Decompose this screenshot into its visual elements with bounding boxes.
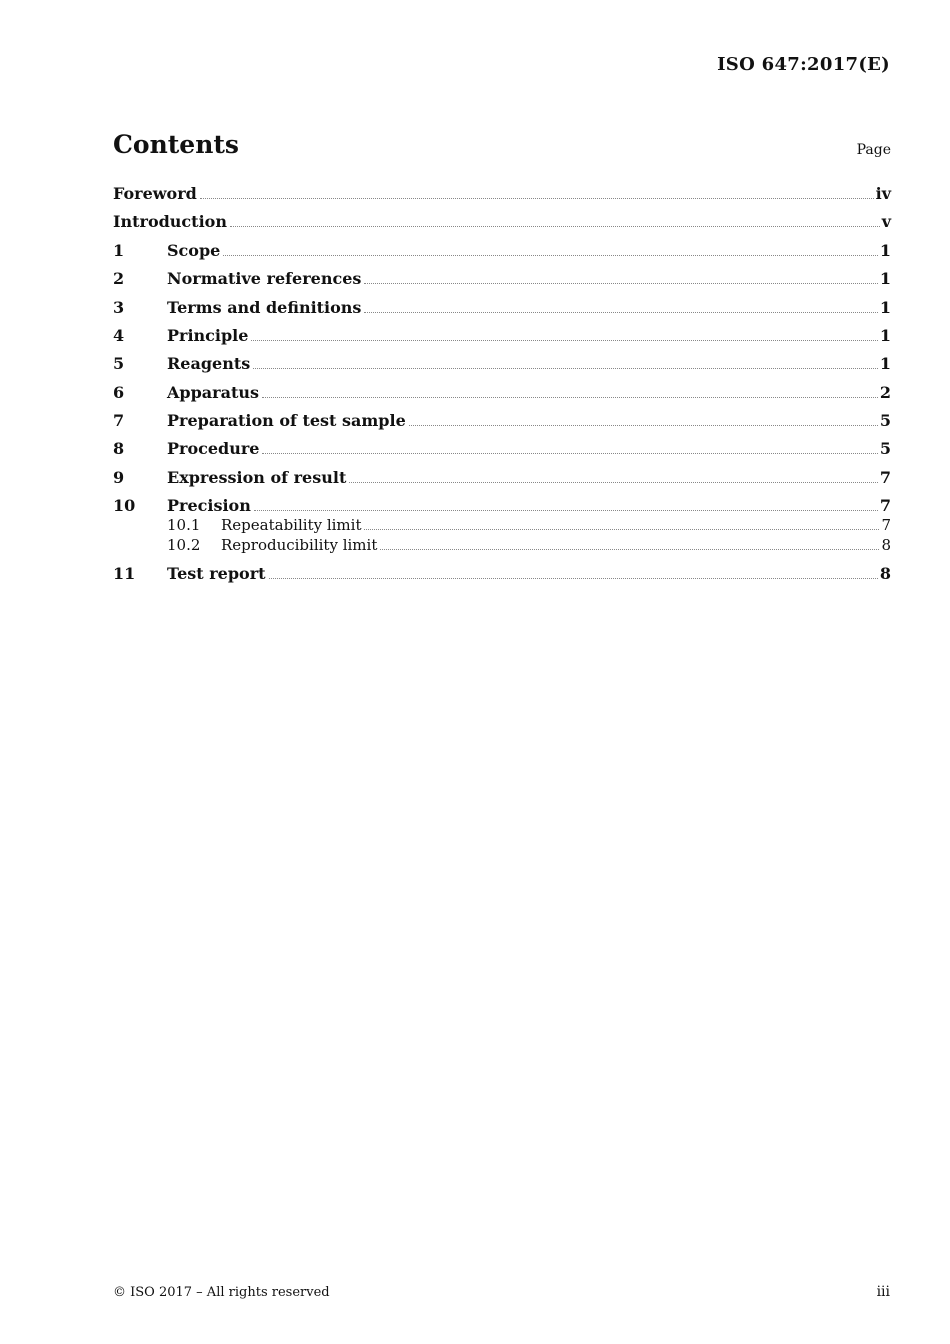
toc-entry-7[interactable] [113,411,891,431]
toc-entry-number: 3 [113,298,125,317]
toc-entry-number: 4 [113,326,125,345]
toc-entry-title: Normative references [167,269,362,288]
dot-leader [409,425,878,426]
toc-entry-page: 7 [879,496,891,515]
toc-entry-page: v [881,212,891,231]
toc-entry-number: 8 [113,439,125,458]
dot-leader [254,510,878,511]
dot-leader [262,397,878,398]
dot-leader [251,340,877,341]
toc-entry-title: Test report [167,564,266,583]
toc-entry-number: 1 [113,241,125,260]
dot-leader [223,255,878,256]
toc-entry-title: Repeatability limit [221,516,362,534]
document-id: ISO 647:2017(E) [717,54,890,75]
toc-entry-title: Introduction [113,212,227,231]
toc-entry-number: 11 [113,564,136,583]
toc-entry-number: 10.1 [167,516,201,534]
toc-entry-11[interactable] [113,564,891,584]
toc-entry-introduction[interactable] [113,212,891,232]
dot-leader [364,529,879,530]
toc-entry-page: 7 [881,516,891,534]
toc-entry-1[interactable] [113,241,891,261]
toc-entry-title: Scope [167,241,221,260]
toc-entry-title: Terms and definitions [167,298,362,317]
toc-entry-title: Foreword [113,184,197,203]
toc-entry-page: iv [875,184,891,203]
toc-entry-page: 1 [879,354,891,373]
toc-entry-page: 2 [879,383,891,402]
toc-entry-10[interactable] [113,496,891,516]
toc-entry-number: 2 [113,269,125,288]
toc-entry-2[interactable] [113,269,891,289]
toc-entry-page: 8 [881,536,891,554]
toc-entry-4[interactable] [113,326,891,346]
dot-leader [380,549,879,550]
toc-entry-title: Preparation of test sample [167,411,406,430]
dot-leader [364,283,877,284]
toc-entry-6[interactable] [113,383,891,403]
toc-entry-number: 9 [113,468,125,487]
contents-title: Contents [113,130,240,159]
toc-entry-page: 1 [879,241,891,260]
dot-leader [364,312,877,313]
table-of-contents [113,184,891,584]
toc-entry-number: 10 [113,496,136,515]
toc-entry-number: 10.2 [167,536,201,554]
toc-entry-9[interactable] [113,468,891,488]
toc-entry-page: 8 [879,564,891,583]
toc-entry-page: 5 [879,439,891,458]
toc-entry-title: Precision [167,496,251,515]
dot-leader [269,578,878,579]
dot-leader [200,198,874,199]
toc-entry-title: Reproducibility limit [221,536,378,554]
toc-entry-foreword[interactable] [113,184,891,204]
toc-entry-3[interactable] [113,298,891,318]
toc-entry-title: Principle [167,326,249,345]
toc-entry-10-2[interactable] [167,536,891,556]
toc-entry-number: 5 [113,354,125,373]
toc-entry-title: Apparatus [167,383,259,402]
toc-entry-10-1[interactable] [167,516,891,536]
toc-entry-title: Reagents [167,354,251,373]
page-column-label: Page [856,142,891,158]
toc-entry-8[interactable] [113,439,891,459]
toc-entry-page: 7 [879,468,891,487]
toc-entry-page: 1 [879,326,891,345]
dot-leader [230,226,880,227]
copyright-notice: © ISO 2017 – All rights reserved [113,1285,330,1300]
toc-entry-page: 1 [879,269,891,288]
dot-leader [349,482,878,483]
toc-entry-number: 7 [113,411,125,430]
toc-entry-5[interactable] [113,354,891,374]
dot-leader [262,453,877,454]
toc-entry-page: 5 [879,411,891,430]
toc-entry-number: 6 [113,383,125,402]
toc-entry-title: Expression of result [167,468,347,487]
toc-entry-page: 1 [879,298,891,317]
page-number: iii [876,1284,890,1300]
dot-leader [253,368,878,369]
toc-entry-title: Procedure [167,439,260,458]
